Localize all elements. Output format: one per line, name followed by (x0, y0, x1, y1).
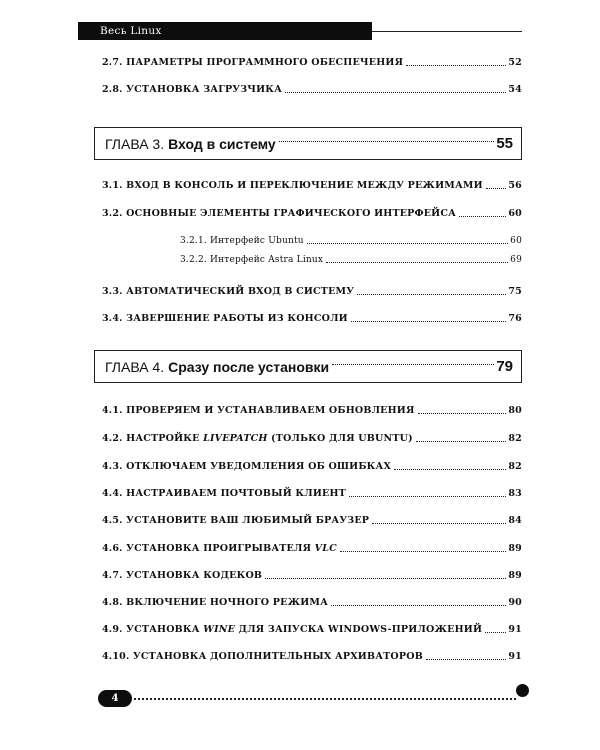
toc-entry-4-4[interactable] (102, 485, 522, 499)
toc-entry-4-3[interactable] (102, 458, 522, 472)
toc-entry-page: 91 (508, 624, 522, 635)
toc-entry-page: 82 (508, 461, 522, 472)
toc-entry-page: 82 (508, 433, 522, 444)
toc-entry-title: ПРОВЕРЯЕМ И УСТАНАВЛИВАЕМ ОБНОВЛЕНИЯ (126, 405, 415, 416)
leader-dots (372, 523, 506, 524)
toc-entry-num: 4.3. (102, 461, 123, 472)
footer-dot-ornament (516, 684, 529, 697)
leader-dots (279, 141, 495, 142)
toc-entry-page: 89 (508, 570, 522, 581)
toc-entry-page: 60 (510, 236, 522, 246)
toc-entry-num: 3.1. (102, 180, 123, 191)
leader-dots (416, 441, 507, 442)
toc-entry-title-a: УСТАНОВКА ПРОИГРЫВАТЕЛЯ (126, 543, 315, 554)
toc-entry-title: ВХОД В КОНСОЛЬ И ПЕРЕКЛЮЧЕНИЕ МЕЖДУ РЕЖИМАМИ (126, 180, 483, 191)
chapter-title: Вход в систему (168, 135, 276, 152)
toc-entry-title: ВКЛЮЧЕНИЕ НОЧНОГО РЕЖИМА (126, 597, 329, 608)
toc-entry-4-9[interactable] (102, 621, 522, 635)
toc-entry-title: ОСНОВНЫЕ ЭЛЕМЕНТЫ ГРАФИЧЕСКОГО ИНТЕРФЕЙСА (126, 208, 457, 219)
running-header (78, 22, 372, 40)
toc-entry-page: 56 (508, 180, 522, 191)
toc-entry-title-italic: VLC (314, 543, 337, 554)
toc-entry-num: 4.1. (102, 405, 123, 416)
leader-dots (357, 294, 506, 295)
leader-dots (406, 65, 506, 66)
toc-entry-page: 80 (508, 405, 522, 416)
leader-dots (351, 321, 507, 322)
footer-dotted-rule (134, 698, 516, 700)
chapter-title: Сразу после установки (168, 358, 330, 375)
leader-dots (332, 364, 494, 365)
toc-entry-4-7[interactable] (102, 567, 522, 581)
leader-dots (265, 578, 506, 579)
leader-dots (307, 243, 508, 244)
toc-entry-page: 83 (508, 488, 522, 499)
toc-entry-num: 4.8. (102, 597, 123, 608)
toc-entry-3-3[interactable] (102, 283, 522, 297)
header-rule (372, 31, 522, 32)
toc-entry-num: 4.6. (102, 543, 123, 554)
toc-entry-2-7[interactable] (102, 54, 522, 68)
chapter-page: 55 (496, 135, 513, 152)
chapter-page: 79 (496, 358, 513, 375)
toc-entry-page: 84 (508, 515, 522, 526)
page-number: 4 (111, 693, 119, 704)
toc-entry-4-8[interactable] (102, 594, 522, 608)
chapter-label: ГЛАВА 4. (105, 358, 165, 375)
leader-dots (426, 659, 506, 660)
toc-entry-4-1[interactable] (102, 402, 522, 416)
toc-entry-page: 69 (510, 255, 522, 265)
toc-entry-num: 2.7. (102, 57, 123, 68)
toc-entry-3-1[interactable] (102, 177, 522, 191)
toc-entry-page: 90 (508, 597, 522, 608)
leader-dots (340, 551, 507, 552)
toc-entry-title: УСТАНОВКА КОДЕКОВ (126, 570, 263, 581)
toc-entry-num: 4.4. (102, 488, 123, 499)
toc-entry-3-4[interactable] (102, 310, 522, 324)
toc-entry-title: НАСТРАИВАЕМ ПОЧТОВЫЙ КЛИЕНТ (126, 488, 346, 499)
toc-entry-num: 3.2. (102, 208, 123, 219)
toc-entry-4-5[interactable] (102, 512, 522, 526)
chapter-3-heading[interactable] (94, 127, 522, 160)
toc-entry-page: 76 (508, 313, 522, 324)
toc-entry-title: ОТКЛЮЧАЕМ УВЕДОМЛЕНИЯ ОБ ОШИБКАХ (126, 461, 392, 472)
toc-entry-2-8[interactable] (102, 81, 522, 95)
toc-entry-page: 54 (508, 84, 522, 95)
toc-entry-4-6[interactable] (102, 540, 522, 554)
toc-entry-page: 89 (508, 543, 522, 554)
toc-entry-3-2[interactable] (102, 205, 522, 219)
toc-entry-title-a: НАСТРОЙКЕ (126, 433, 204, 444)
leader-dots (486, 188, 507, 189)
toc-entry-title: АВТОМАТИЧЕСКИЙ ВХОД В СИСТЕМУ (126, 286, 355, 297)
toc-entry-num: 3.4. (102, 313, 123, 324)
toc-entry-num: 3.3. (102, 286, 123, 297)
chapter-label: ГЛАВА 3. (105, 135, 165, 152)
chapter-4-heading[interactable] (94, 350, 522, 383)
leader-dots (331, 605, 506, 606)
toc-entry-title-italic: LIVEPATCH (203, 433, 268, 444)
book-title: Весь Linux (100, 25, 162, 37)
toc-entry-page: 75 (508, 286, 522, 297)
leader-dots (326, 262, 508, 263)
toc-entry-title-c: (ТОЛЬКО ДЛЯ UBUNTU) (267, 433, 413, 444)
leader-dots (459, 216, 506, 217)
toc-entry-title: Интерфейс Astra Linux (210, 255, 324, 265)
toc-entry-3-2-2[interactable] (180, 251, 522, 265)
toc-entry-page: 52 (508, 57, 522, 68)
toc-entry-page: 91 (508, 651, 522, 662)
toc-entry-title-a: УСТАНОВКА (126, 624, 204, 635)
toc-entry-title-c: ДЛЯ ЗАПУСКА WINDOWS-ПРИЛОЖЕНИЙ (235, 624, 483, 635)
toc-entry-num: 4.5. (102, 515, 123, 526)
toc-entry-num: 3.2.2. (180, 255, 207, 265)
toc-entry-title: УСТАНОВКА ЗАГРУЗЧИКА (126, 84, 283, 95)
leader-dots (485, 632, 506, 633)
toc-entry-title: УСТАНОВИТЕ ВАШ ЛЮБИМЫЙ БРАУЗЕР (126, 515, 370, 526)
toc-entry-title: ПАРАМЕТРЫ ПРОГРАММНОГО ОБЕСПЕЧЕНИЯ (126, 57, 404, 68)
toc-entry-title: Интерфейс Ubuntu (210, 236, 304, 246)
leader-dots (394, 469, 506, 470)
leader-dots (349, 496, 506, 497)
leader-dots (285, 92, 506, 93)
toc-entry-title: ЗАВЕРШЕНИЕ РАБОТЫ ИЗ КОНСОЛИ (126, 313, 348, 324)
toc-entry-page: 60 (508, 208, 522, 219)
toc-entry-num: 4.2. (102, 433, 123, 444)
toc-entry-num: 4.10. (102, 651, 130, 662)
toc-entry-num: 4.9. (102, 624, 123, 635)
leader-dots (418, 413, 507, 414)
toc-entry-num: 2.8. (102, 84, 123, 95)
toc-entry-3-2-1[interactable] (180, 232, 522, 246)
toc-entry-4-2[interactable] (102, 430, 522, 444)
toc-entry-title: УСТАНОВКА ДОПОЛНИТЕЛЬНЫХ АРХИВАТОРОВ (132, 651, 423, 662)
toc-entry-title-italic: WINE (203, 624, 236, 635)
page-number-badge (98, 690, 132, 707)
toc-entry-4-10[interactable] (102, 648, 522, 662)
toc-entry-num: 4.7. (102, 570, 123, 581)
toc-entry-num: 3.2.1. (180, 236, 207, 246)
